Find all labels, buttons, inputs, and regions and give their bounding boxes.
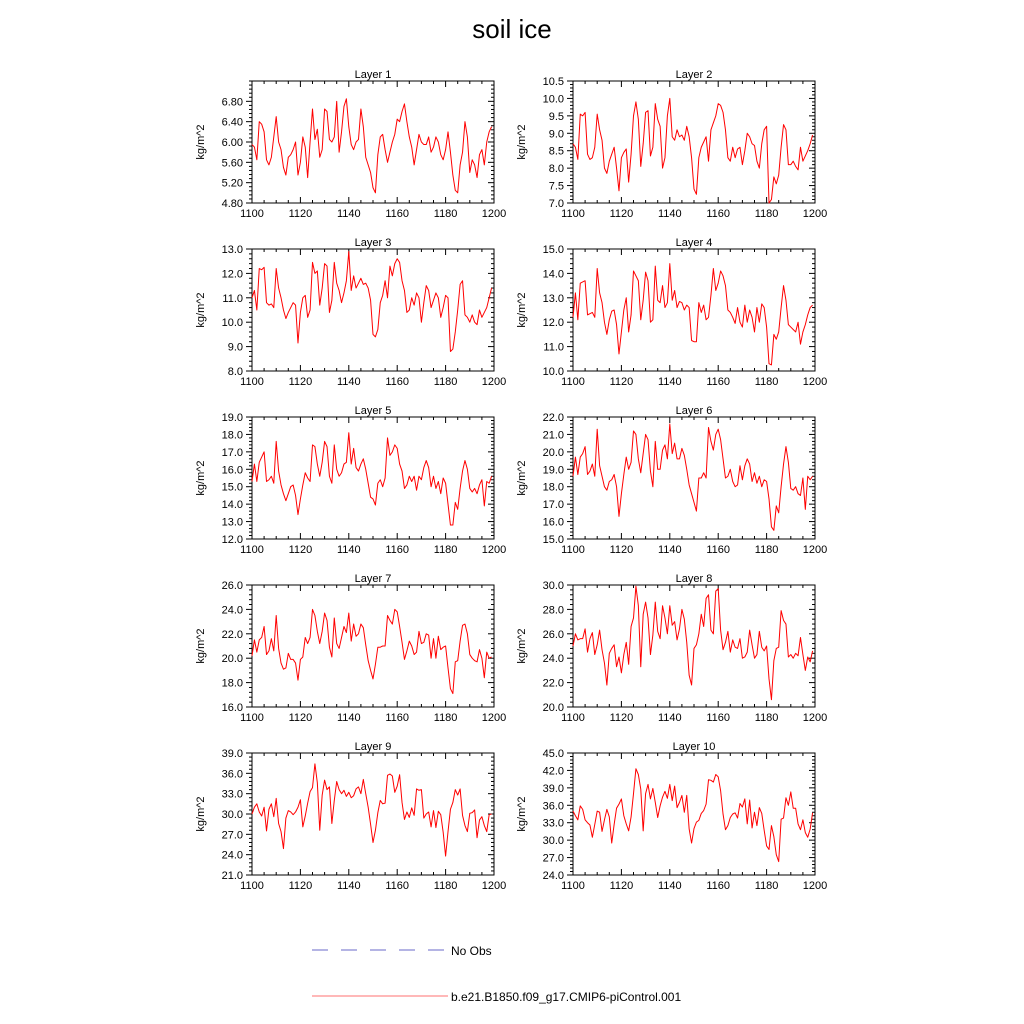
y-tick-label: 30.0 bbox=[221, 809, 243, 821]
y-tick-label: 24.0 bbox=[221, 849, 243, 862]
x-tick-label: 1140 bbox=[657, 544, 682, 556]
panel-layer-8 bbox=[516, 573, 827, 724]
y-tick-label: 22.0 bbox=[221, 628, 243, 641]
panel-grid bbox=[195, 69, 827, 892]
y-tick-label: 24.0 bbox=[542, 870, 564, 882]
y-tick-label: 8.0 bbox=[227, 366, 243, 378]
panel-layer-9 bbox=[195, 741, 506, 892]
figure-title: soil ice bbox=[472, 14, 552, 44]
y-tick-label: 33.0 bbox=[221, 788, 243, 801]
x-tick-label: 1200 bbox=[802, 544, 828, 556]
x-tick-label: 1100 bbox=[561, 376, 585, 388]
y-tick-label: 14.0 bbox=[221, 499, 243, 512]
x-tick-label: 1160 bbox=[385, 880, 410, 892]
y-tick-label: 6.00 bbox=[221, 137, 243, 149]
y-tick-label: 6.80 bbox=[221, 96, 243, 109]
y-tick-label: 8.5 bbox=[548, 145, 564, 158]
y-tick-label: 4.80 bbox=[221, 198, 243, 210]
y-tick-label: 15.0 bbox=[542, 244, 564, 256]
y-tick-label: 17.0 bbox=[221, 446, 243, 459]
y-tick-label: 45.0 bbox=[542, 748, 564, 760]
y-tick-label: 20.0 bbox=[542, 446, 564, 459]
x-tick-label: 1140 bbox=[657, 712, 682, 724]
x-tick-label: 1160 bbox=[706, 544, 731, 556]
series-line bbox=[573, 264, 813, 365]
series-line bbox=[573, 424, 813, 530]
x-tick-label: 1160 bbox=[385, 376, 410, 388]
series-line bbox=[573, 586, 813, 699]
y-axis-label: kg/m^2 bbox=[195, 628, 207, 664]
x-tick-label: 1180 bbox=[754, 712, 779, 724]
y-tick-label: 17.0 bbox=[542, 499, 564, 512]
legend-label-no-obs: No Obs bbox=[451, 944, 492, 958]
y-tick-label: 13.0 bbox=[221, 244, 243, 256]
plot-frame bbox=[252, 753, 494, 875]
y-axis-label: kg/m^2 bbox=[516, 460, 528, 496]
x-tick-label: 1160 bbox=[385, 544, 410, 556]
plot-frame bbox=[252, 417, 494, 539]
y-tick-label: 36.0 bbox=[221, 768, 243, 781]
x-tick-label: 1100 bbox=[240, 544, 264, 556]
x-tick-label: 1140 bbox=[336, 880, 361, 892]
x-tick-label: 1180 bbox=[754, 208, 779, 220]
x-tick-label: 1200 bbox=[802, 712, 828, 724]
y-tick-label: 33.0 bbox=[542, 817, 564, 830]
x-tick-label: 1160 bbox=[385, 208, 410, 220]
x-tick-label: 1140 bbox=[336, 208, 361, 220]
y-tick-label: 7.0 bbox=[548, 198, 564, 210]
y-tick-label: 15.0 bbox=[221, 481, 243, 494]
x-tick-label: 1180 bbox=[433, 544, 458, 556]
y-tick-label: 30.0 bbox=[542, 835, 564, 848]
y-tick-label: 5.60 bbox=[221, 157, 243, 170]
y-tick-label: 21.0 bbox=[542, 429, 564, 442]
series-line bbox=[252, 764, 492, 856]
x-tick-label: 1120 bbox=[288, 544, 313, 556]
x-tick-label: 1100 bbox=[561, 544, 585, 556]
series-line bbox=[252, 609, 492, 693]
y-tick-label: 16.0 bbox=[221, 702, 243, 714]
y-axis-label: kg/m^2 bbox=[195, 292, 207, 328]
y-tick-label: 24.0 bbox=[221, 604, 243, 617]
y-tick-label: 16.0 bbox=[542, 516, 564, 529]
x-tick-label: 1180 bbox=[433, 376, 458, 388]
x-tick-label: 1140 bbox=[336, 544, 361, 556]
panel-layer-1 bbox=[195, 69, 506, 220]
y-tick-label: 13.0 bbox=[221, 516, 243, 529]
panel-title: Layer 2 bbox=[675, 69, 713, 81]
y-tick-label: 39.0 bbox=[542, 782, 564, 795]
legend-label-model: b.e21.B1850.f09_g17.CMIP6-piControl.001 bbox=[451, 990, 682, 1004]
x-tick-label: 1200 bbox=[481, 208, 507, 220]
y-tick-label: 11.0 bbox=[543, 341, 564, 354]
y-tick-label: 19.0 bbox=[542, 464, 564, 477]
x-tick-label: 1140 bbox=[657, 880, 682, 892]
panel-title: Layer 1 bbox=[354, 69, 392, 81]
y-tick-label: 27.0 bbox=[542, 852, 564, 865]
y-tick-label: 5.20 bbox=[221, 177, 243, 190]
y-tick-label: 42.0 bbox=[542, 765, 564, 778]
x-tick-label: 1180 bbox=[754, 376, 779, 388]
x-tick-label: 1120 bbox=[609, 880, 634, 892]
y-tick-label: 26.0 bbox=[542, 628, 564, 641]
y-tick-label: 10.5 bbox=[542, 76, 564, 88]
series-line bbox=[252, 99, 492, 193]
y-tick-label: 12.0 bbox=[542, 317, 564, 330]
y-axis-label: kg/m^2 bbox=[516, 292, 528, 328]
y-tick-label: 27.0 bbox=[221, 829, 243, 842]
y-tick-label: 18.0 bbox=[221, 429, 243, 442]
y-axis-label: kg/m^2 bbox=[195, 460, 207, 496]
x-tick-label: 1180 bbox=[433, 880, 458, 892]
y-tick-label: 12.0 bbox=[221, 534, 243, 546]
panel-title: Layer 9 bbox=[354, 741, 392, 753]
panel-layer-2 bbox=[516, 69, 827, 220]
legend bbox=[312, 944, 681, 1004]
x-tick-label: 1200 bbox=[481, 544, 507, 556]
y-tick-label: 9.5 bbox=[548, 110, 564, 123]
plot-frame bbox=[573, 417, 815, 539]
panel-layer-10 bbox=[516, 741, 827, 892]
y-axis-label: kg/m^2 bbox=[516, 796, 528, 832]
panel-title: Layer 8 bbox=[675, 573, 713, 585]
series-line bbox=[252, 433, 492, 525]
y-tick-label: 19.0 bbox=[221, 412, 243, 424]
y-tick-label: 26.0 bbox=[221, 580, 243, 592]
y-tick-label: 36.0 bbox=[542, 800, 564, 813]
y-tick-label: 10.0 bbox=[542, 366, 564, 378]
x-tick-label: 1120 bbox=[288, 208, 313, 220]
x-tick-label: 1200 bbox=[802, 208, 828, 220]
x-tick-label: 1120 bbox=[288, 712, 313, 724]
x-tick-label: 1120 bbox=[288, 376, 313, 388]
x-tick-label: 1100 bbox=[240, 208, 264, 220]
x-tick-label: 1160 bbox=[706, 712, 731, 724]
panel-title: Layer 5 bbox=[354, 405, 392, 417]
panel-layer-6 bbox=[516, 405, 827, 556]
y-tick-label: 16.0 bbox=[221, 464, 243, 477]
series-line bbox=[252, 251, 492, 351]
y-tick-label: 18.0 bbox=[221, 677, 243, 690]
y-tick-label: 22.0 bbox=[542, 412, 564, 424]
x-tick-label: 1160 bbox=[706, 376, 731, 388]
x-tick-label: 1160 bbox=[706, 880, 731, 892]
panel-layer-7 bbox=[195, 573, 506, 724]
x-tick-label: 1200 bbox=[481, 712, 507, 724]
panel-title: Layer 3 bbox=[354, 237, 392, 249]
x-tick-label: 1180 bbox=[754, 880, 779, 892]
x-tick-label: 1100 bbox=[240, 376, 264, 388]
y-tick-label: 20.0 bbox=[221, 653, 243, 666]
y-tick-label: 11.0 bbox=[222, 292, 243, 305]
plot-frame bbox=[573, 249, 815, 371]
y-tick-label: 10.0 bbox=[221, 317, 243, 330]
x-tick-label: 1180 bbox=[754, 544, 779, 556]
panel-title: Layer 10 bbox=[672, 741, 716, 753]
y-tick-label: 9.0 bbox=[548, 128, 564, 141]
x-tick-label: 1200 bbox=[802, 376, 828, 388]
y-tick-label: 12.0 bbox=[221, 268, 243, 281]
panel-layer-5 bbox=[195, 405, 506, 556]
x-tick-label: 1100 bbox=[240, 880, 264, 892]
y-tick-label: 15.0 bbox=[542, 534, 564, 546]
panel-layer-4 bbox=[516, 237, 827, 388]
panel-title: Layer 6 bbox=[675, 405, 713, 417]
x-tick-label: 1200 bbox=[481, 880, 507, 892]
y-tick-label: 21.0 bbox=[221, 870, 243, 882]
series-line bbox=[573, 769, 813, 862]
panel-title: Layer 4 bbox=[675, 237, 713, 249]
x-tick-label: 1120 bbox=[609, 208, 634, 220]
y-tick-label: 20.0 bbox=[542, 702, 564, 714]
x-tick-label: 1100 bbox=[561, 880, 585, 892]
x-tick-label: 1160 bbox=[706, 208, 731, 220]
series-line bbox=[573, 98, 813, 203]
y-tick-label: 13.0 bbox=[542, 292, 564, 305]
x-tick-label: 1140 bbox=[657, 208, 682, 220]
x-tick-label: 1180 bbox=[433, 208, 458, 220]
x-tick-label: 1180 bbox=[433, 712, 458, 724]
x-tick-label: 1100 bbox=[240, 712, 264, 724]
x-tick-label: 1120 bbox=[288, 880, 313, 892]
x-tick-label: 1140 bbox=[336, 376, 361, 388]
plot-frame bbox=[252, 585, 494, 707]
panel-layer-3 bbox=[195, 237, 506, 388]
y-tick-label: 22.0 bbox=[542, 677, 564, 690]
x-tick-label: 1140 bbox=[336, 712, 361, 724]
y-axis-label: kg/m^2 bbox=[195, 124, 207, 160]
x-tick-label: 1100 bbox=[561, 208, 585, 220]
y-tick-label: 6.40 bbox=[221, 116, 243, 129]
y-tick-label: 7.5 bbox=[548, 180, 564, 193]
panel-title: Layer 7 bbox=[354, 573, 392, 585]
x-tick-label: 1120 bbox=[609, 376, 634, 388]
y-tick-label: 18.0 bbox=[542, 481, 564, 494]
y-axis-label: kg/m^2 bbox=[516, 124, 528, 160]
y-tick-label: 14.0 bbox=[542, 268, 564, 281]
x-tick-label: 1120 bbox=[609, 544, 634, 556]
y-axis-label: kg/m^2 bbox=[516, 628, 528, 664]
y-tick-label: 8.0 bbox=[548, 163, 564, 176]
x-tick-label: 1100 bbox=[561, 712, 585, 724]
y-tick-label: 28.0 bbox=[542, 604, 564, 617]
y-tick-label: 39.0 bbox=[221, 748, 243, 760]
y-tick-label: 30.0 bbox=[542, 580, 564, 592]
y-tick-label: 10.0 bbox=[542, 93, 564, 106]
y-tick-label: 24.0 bbox=[542, 653, 564, 666]
x-tick-label: 1200 bbox=[481, 376, 507, 388]
y-tick-label: 9.0 bbox=[227, 341, 243, 354]
x-tick-label: 1160 bbox=[385, 712, 410, 724]
x-tick-label: 1140 bbox=[657, 376, 682, 388]
x-tick-label: 1200 bbox=[802, 880, 828, 892]
x-tick-label: 1120 bbox=[609, 712, 634, 724]
y-axis-label: kg/m^2 bbox=[195, 796, 207, 832]
